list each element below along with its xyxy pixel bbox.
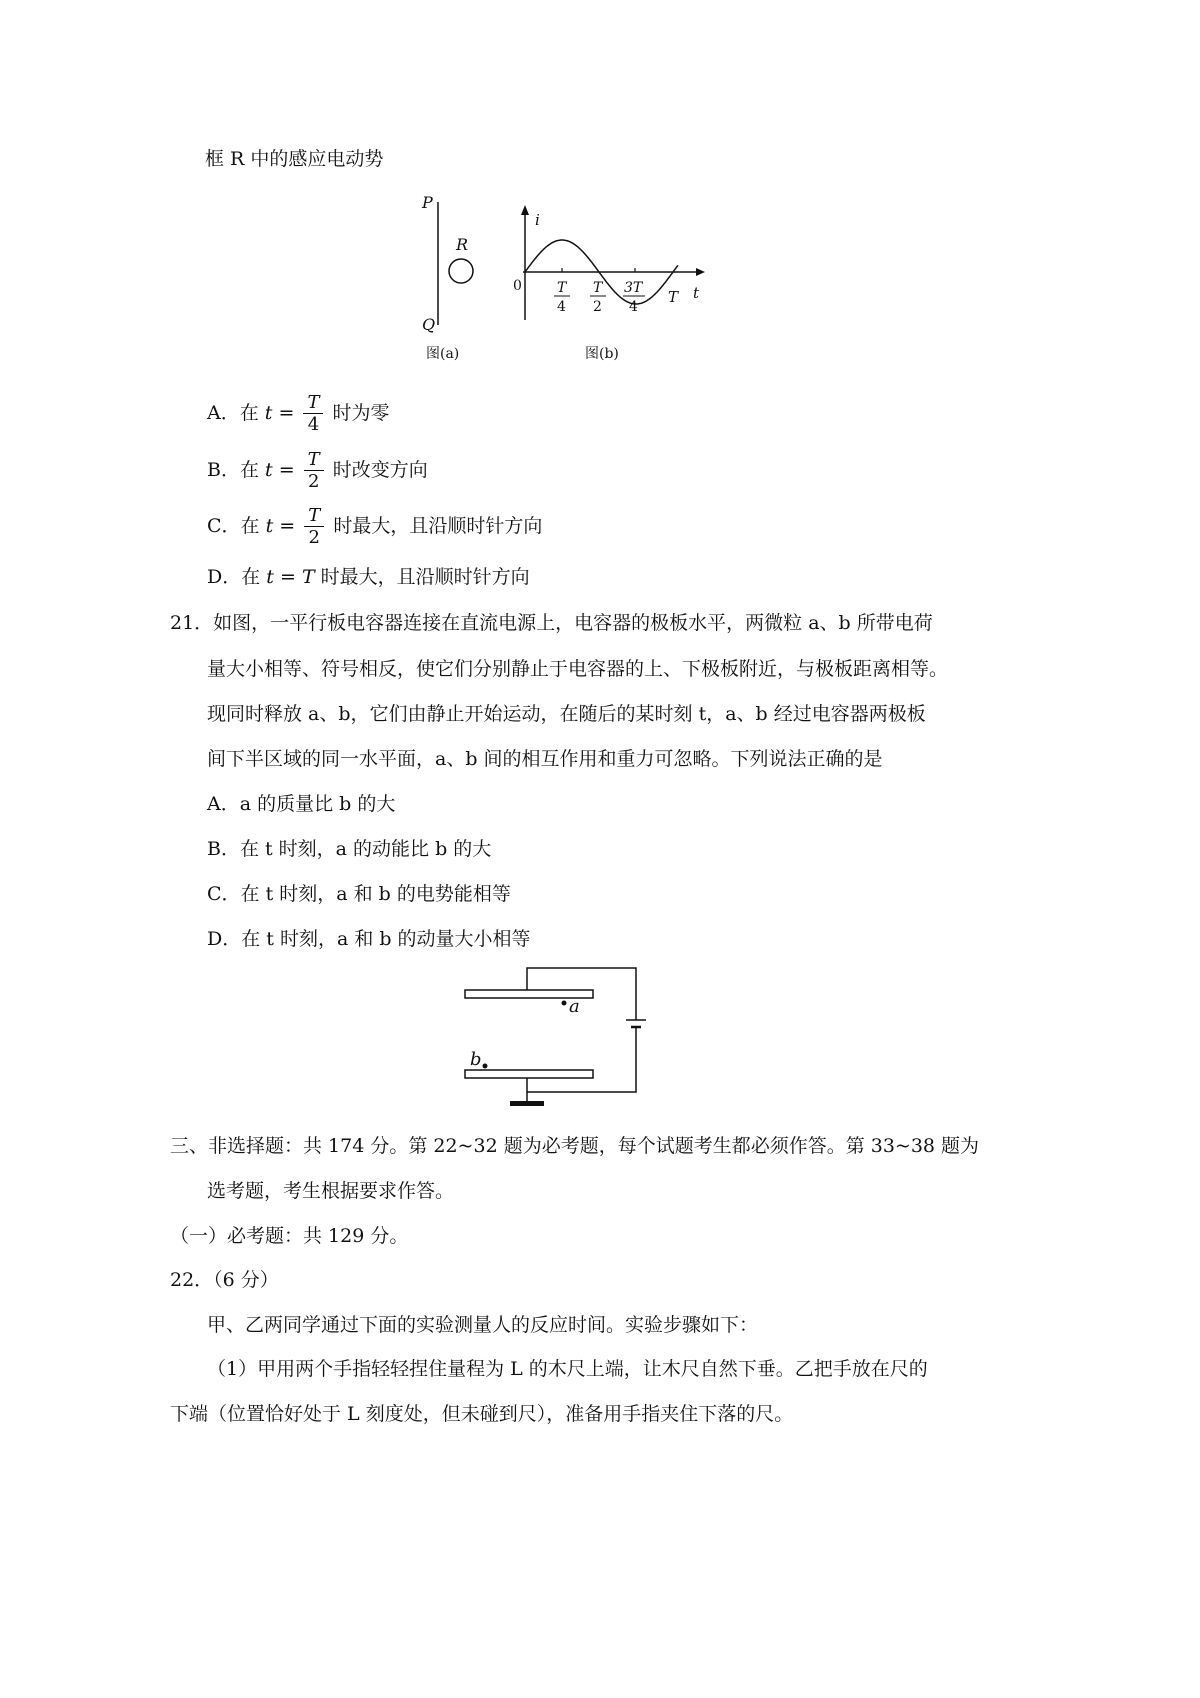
q21-stem-line: 间下半区域的同一水平面，a、b 间的相互作用和重力可忽略。下列说法正确的是 <box>207 748 883 770</box>
section3-line2: 选考题，考生根据要求作答。 <box>207 1180 455 1202</box>
figure-b <box>513 205 705 362</box>
label-t: t <box>693 284 700 302</box>
i-axis-arrow <box>521 205 529 215</box>
label-R: R <box>456 235 469 254</box>
ground-symbol <box>510 1101 544 1106</box>
svg-text:T: T <box>593 280 603 296</box>
svg-text:3T: 3T <box>624 280 643 296</box>
q20-option-c: C．在 t = $\frac{T}{2}$ 时最大，且沿顺时针方向 <box>207 505 543 548</box>
fraction: $\frac{T}{2}$ <box>304 506 324 548</box>
lower-plate <box>465 1070 593 1078</box>
svg-text:T: T <box>557 280 567 296</box>
q22-step1-line1: （1）甲用两个手指轻轻捏住量程为 L 的木尺上端，让木尺自然下垂。乙把手放在尺的 <box>207 1358 928 1380</box>
fraction: $\frac{T}{2}$ <box>304 450 324 492</box>
q20-option-b: B．在 t = $\frac{T}{2}$ 时改变方向 <box>207 449 428 492</box>
loop-R <box>449 259 473 283</box>
q21-option-d: D．在 t 时刻，a 和 b 的动量大小相等 <box>207 928 531 950</box>
svg-text:2: 2 <box>593 299 602 315</box>
q21-option-b: B．在 t 时刻，a 的动能比 b 的大 <box>207 838 492 860</box>
particle-b <box>483 1064 488 1069</box>
fraction: $\frac{T}{4}$ <box>303 393 323 435</box>
q20-option-a: A．在 t = $\frac{T}{4}$ 时为零 <box>207 392 390 435</box>
section3-line1: 三、非选择题：共 174 分。第 22~32 题为必考题，每个试题考生都必须作答。第 33~38 题为 <box>170 1135 980 1157</box>
section3-sub1: （一）必考题：共 129 分。 <box>170 1225 409 1247</box>
figure-ab <box>410 190 730 370</box>
q21-stem-line: 量大小相等、符号相反，使它们分别静止于电容器的上、下极板附近，与极板距离相等。 <box>207 658 949 680</box>
tick-label-T2 <box>590 280 606 315</box>
caption-b: 图(b) <box>585 346 619 362</box>
q22-heading: 22．（6 分） <box>170 1269 279 1291</box>
label-P: P <box>422 193 433 212</box>
q21-stem-line: 21．如图，一平行板电容器连接在直流电源上，电容器的极板水平，两微粒 a、b 所带电荷 <box>170 612 933 634</box>
svg-text:4: 4 <box>557 299 566 315</box>
intro-text: 框 R 中的感应电动势 <box>205 148 384 170</box>
label-b: b <box>470 1049 482 1070</box>
q21-option-a: A．a 的质量比 b 的大 <box>207 793 396 815</box>
label-i: i <box>535 211 540 229</box>
figure-a <box>421 193 473 362</box>
particle-a <box>562 1001 567 1006</box>
tick-label-T4 <box>554 280 570 315</box>
tick-label-3T4 <box>623 280 645 315</box>
caption-a: 图(a) <box>426 346 460 362</box>
q21-stem-line: 现同时释放 a、b，它们由静止开始运动，在随后的某时刻 t，a、b 经过电容器两极板 <box>207 703 926 725</box>
q21-option-c: C．在 t 时刻，a 和 b 的电势能相等 <box>207 883 511 905</box>
label-Q: Q <box>422 315 436 334</box>
wire-bottom <box>527 1027 636 1092</box>
q22-step1-line2: 下端（位置恰好处于 L 刻度处，但未碰到尺），准备用手指夹住下落的尺。 <box>170 1403 794 1425</box>
label-a: a <box>569 996 580 1017</box>
svg-text:4: 4 <box>629 299 638 315</box>
capacitor-figure <box>455 960 655 1110</box>
q22-intro: 甲、乙两同学通过下面的实验测量人的反应时间。实验步骤如下： <box>207 1314 759 1336</box>
label-zero: 0 <box>513 278 522 294</box>
t-axis-arrow <box>696 268 705 276</box>
tick-label-T: T <box>668 288 679 306</box>
q20-option-d: D．在 t = T 时最大，且沿顺时针方向 <box>207 566 530 588</box>
